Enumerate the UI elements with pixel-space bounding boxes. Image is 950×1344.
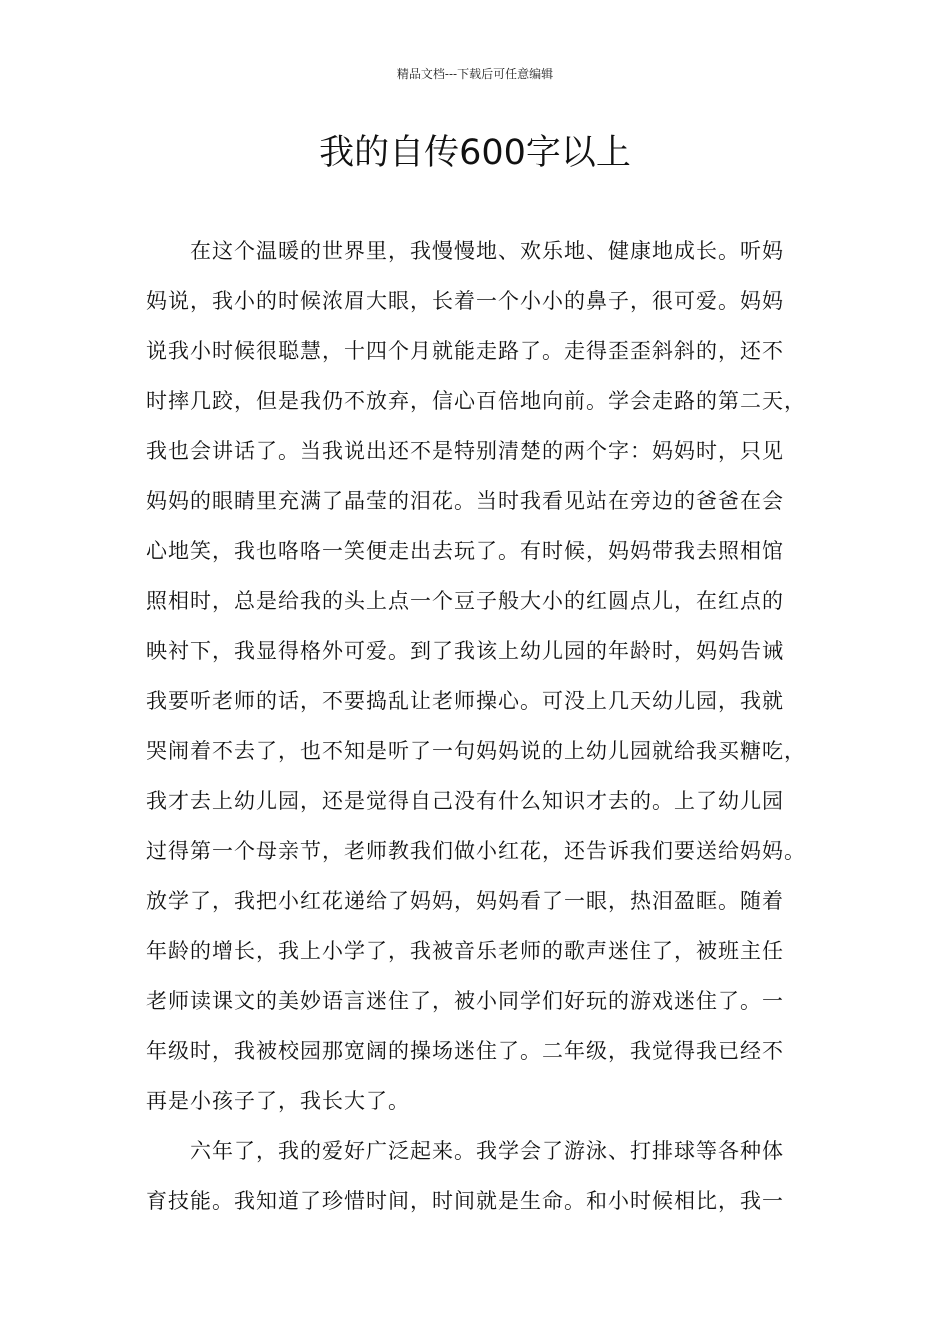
paragraph-1-line-6: 妈妈的眼睛里充满了晶莹的泪花。当时我看见站在旁边的爸爸在会 (146, 489, 784, 513)
paragraph-1-line-11: 哭闹着不去了，也不知是听了一句妈妈说的上幼儿园就给我买糖吃， (146, 739, 806, 763)
paragraph-1-line-14: 放学了，我把小红花递给了妈妈，妈妈看了一眼，热泪盈眶。随着 (146, 889, 784, 913)
header-note: 精品文档---下载后可任意编辑 (396, 67, 554, 81)
paragraph-1-line-15: 年龄的增长，我上小学了，我被音乐老师的歌声迷住了，被班主任 (146, 939, 784, 963)
paragraph-1-line-16: 老师读课文的美妙语言迷住了，被小同学们好玩的游戏迷住了。一 (146, 989, 784, 1013)
paragraph-1-line-1: 在这个温暖的世界里，我慢慢地、欢乐地、健康地成长。听妈 (190, 239, 784, 263)
paragraph-1-line-13: 过得第一个母亲节，老师教我们做小红花，还告诉我们要送给妈妈。 (146, 839, 806, 863)
paragraph-2-line-1: 六年了，我的爱好广泛起来。我学会了游泳、打排球等各种体 (190, 1139, 784, 1163)
paragraph-1-line-2: 妈说，我小的时候浓眉大眼，长着一个小小的鼻子，很可爱。妈妈 (146, 289, 784, 313)
paragraph-1-line-7: 心地笑，我也咯咯一笑便走出去玩了。有时候，妈妈带我去照相馆 (146, 539, 784, 563)
document-body (146, 226, 826, 1226)
paragraph-1-line-17: 年级时，我被校园那宽阔的操场迷住了。二年级，我觉得我已经不 (146, 1039, 784, 1063)
paragraph-1-line-10: 我要听老师的话，不要捣乱让老师操心。可没上几天幼儿园，我就 (146, 689, 784, 713)
paragraph-1-line-9: 映衬下，我显得格外可爱。到了我该上幼儿园的年龄时，妈妈告诫 (146, 639, 784, 663)
paragraph-1-line-18: 再是小孩子了，我长大了。 (146, 1089, 410, 1113)
paragraph-1-line-8: 照相时，总是给我的头上点一个豆子般大小的红圆点儿，在红点的 (146, 589, 784, 613)
paragraph-1-line-5: 我也会讲话了。当我说出还不是特别清楚的两个字：妈妈时，只见 (146, 439, 784, 463)
paragraph-1-line-12: 我才去上幼儿园，还是觉得自己没有什么知识才去的。上了幼儿园 (146, 789, 784, 813)
paragraph-1-line-4: 时摔几跤，但是我仍不放弃，信心百倍地向前。学会走路的第二天， (146, 389, 806, 413)
paragraph-1-line-3: 说我小时候很聪慧，十四个月就能走路了。走得歪歪斜斜的，还不 (146, 339, 784, 363)
document-title: 我的自传600字以上 (319, 133, 631, 173)
paragraph-2-line-2: 育技能。我知道了珍惜时间，时间就是生命。和小时候相比，我一 (146, 1189, 784, 1213)
